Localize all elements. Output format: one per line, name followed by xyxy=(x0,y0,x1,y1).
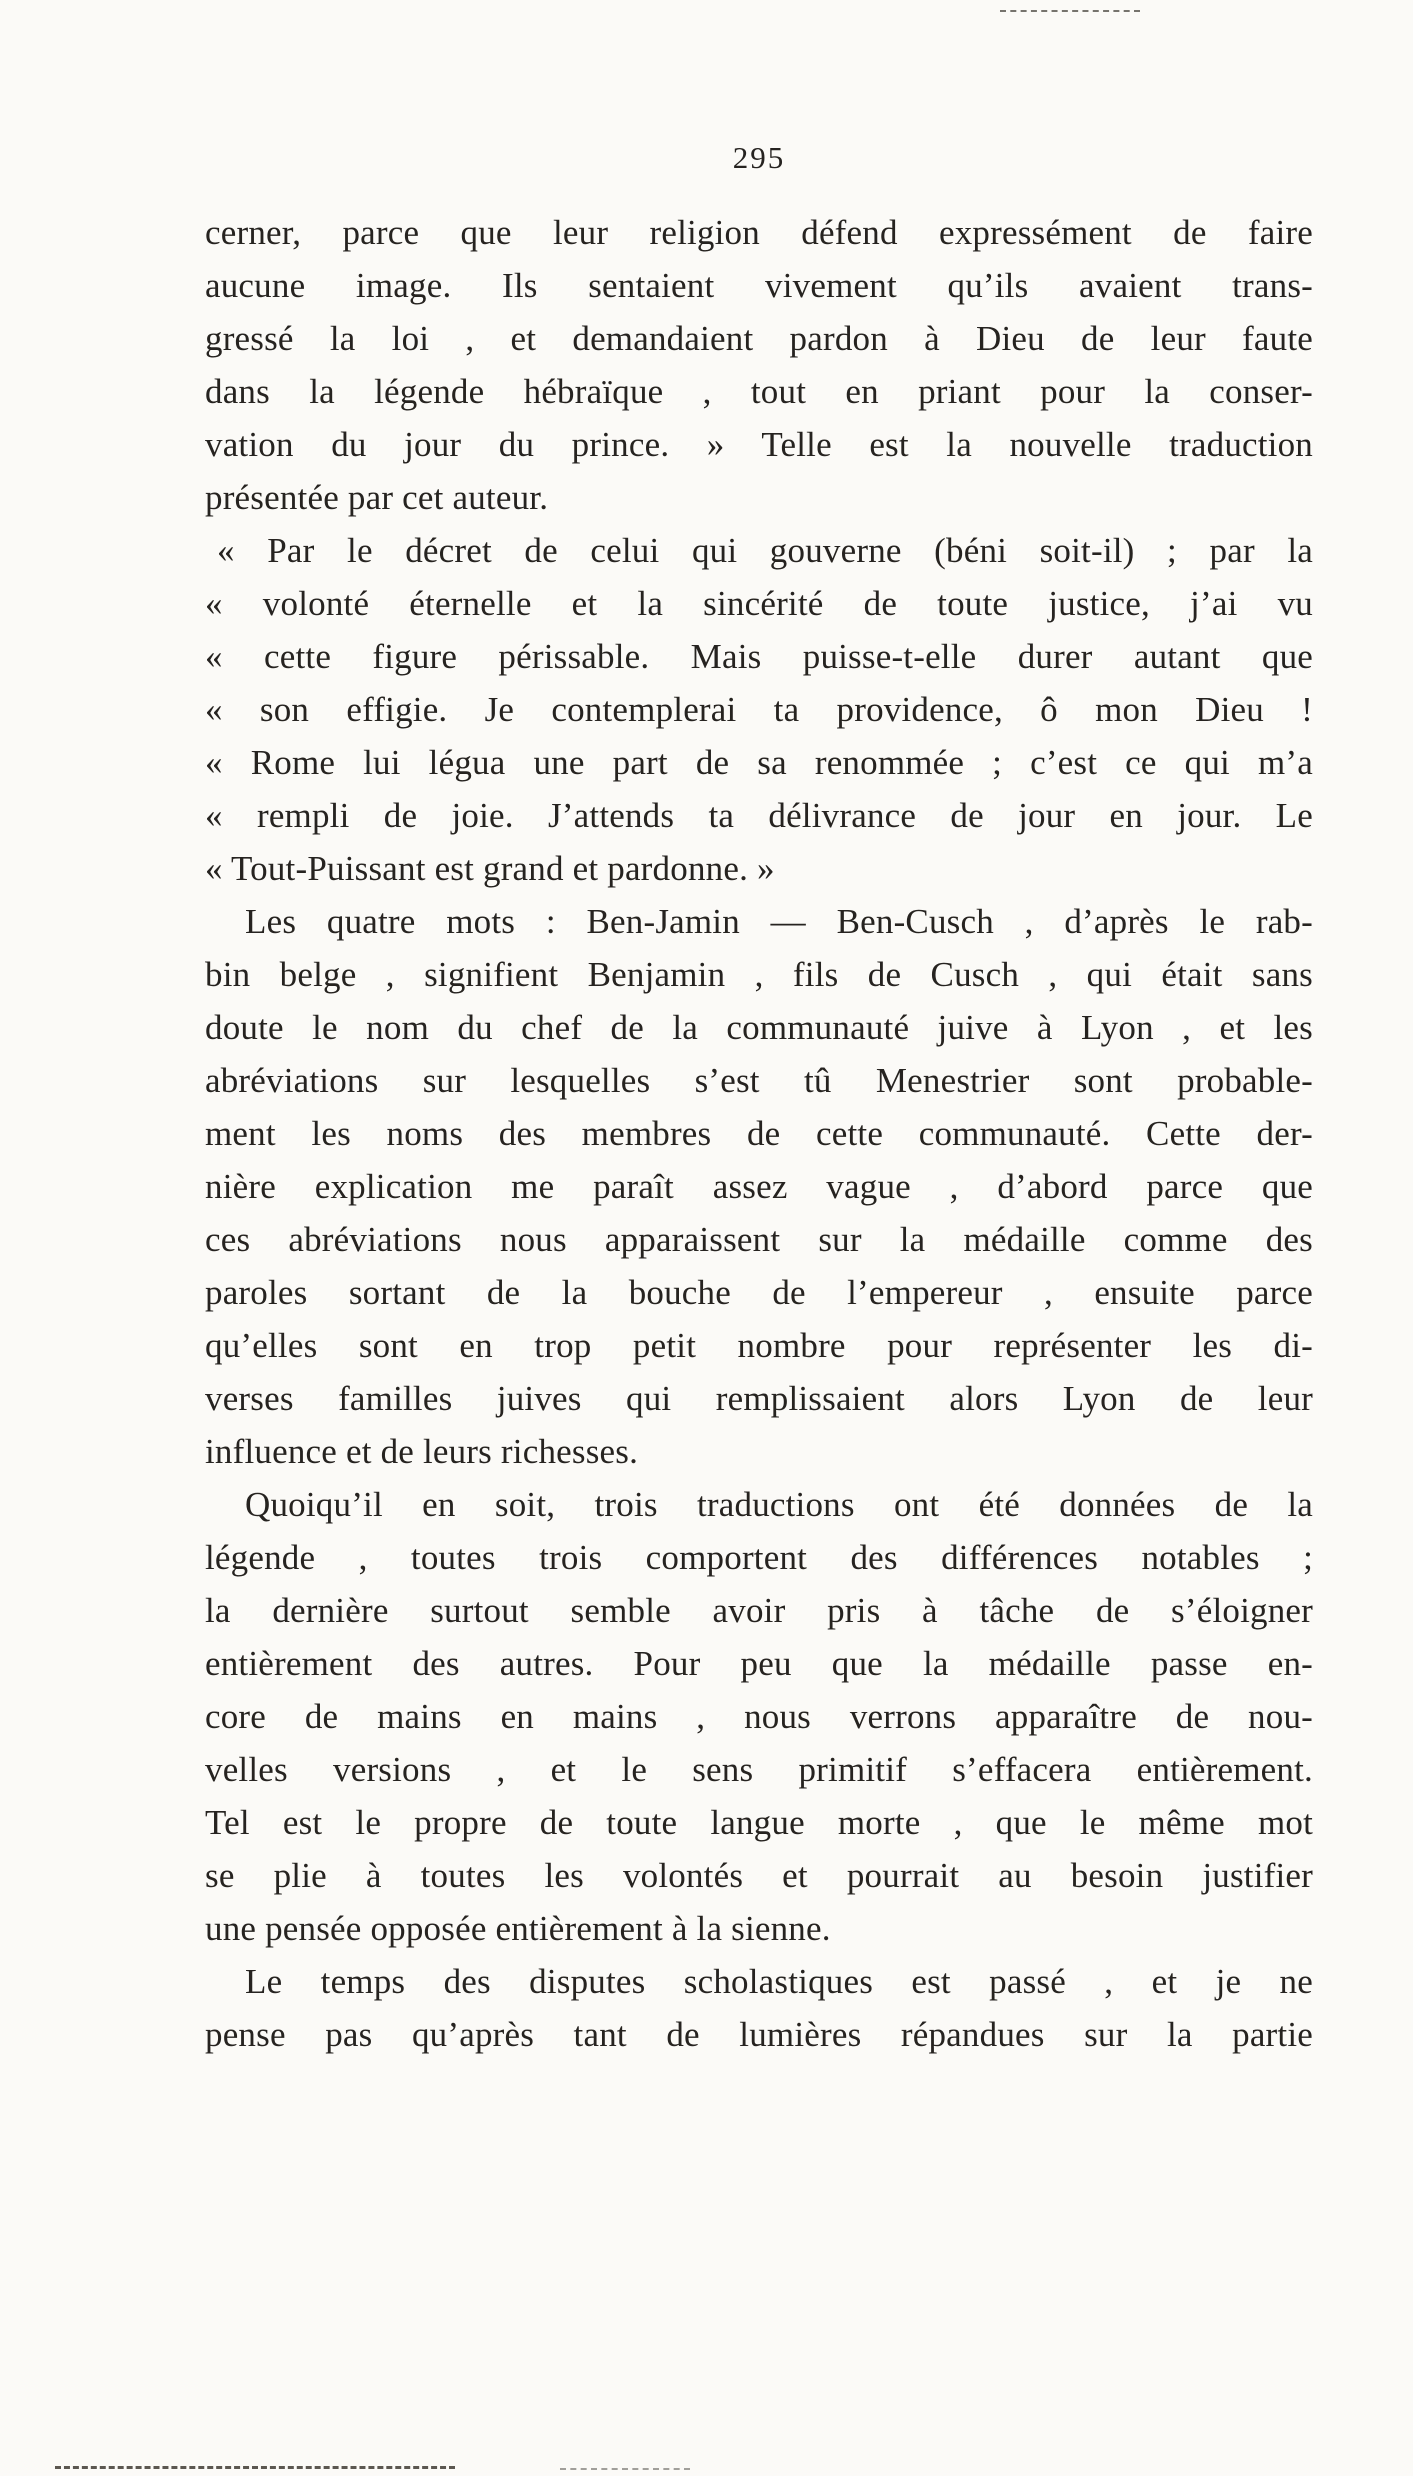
text-line: la dernière surtout semble avoir pris à tâche de s’éloigner xyxy=(205,1591,1313,1630)
text-line: « rempli de joie. J’attends ta délivrance de jour en jour. Le xyxy=(205,796,1313,835)
text-line: nière explication me paraît assez vague , d’abord parce que xyxy=(205,1167,1313,1206)
text-line: « son effigie. Je contemplerai ta providence, ô mon Dieu ! xyxy=(205,690,1313,729)
text-line: ces abréviations nous apparaissent sur la médaille comme des xyxy=(205,1220,1313,1259)
text-line: velles versions , et le sens primitif s’effacera entièrement. xyxy=(205,1750,1313,1789)
text-line: pense pas qu’après tant de lumières répandues sur la partie xyxy=(205,2015,1313,2054)
text-line: légende , toutes trois comportent des différences notables ; xyxy=(205,1538,1313,1577)
text-line: paroles sortant de la bouche de l’empereur , ensuite parce xyxy=(205,1273,1313,1312)
text-line: qu’elles sont en trop petit nombre pour représenter les di- xyxy=(205,1326,1313,1365)
paragraph xyxy=(205,524,1313,895)
text-block xyxy=(205,140,1313,2061)
print-artifact-bottom-left xyxy=(55,2466,455,2469)
print-artifact-bottom-mid xyxy=(560,2468,690,2470)
text-line: verses familles juives qui remplissaient alors Lyon de leur xyxy=(205,1379,1313,1418)
text-line: bin belge , signifient Benjamin , fils de Cusch , qui était sans xyxy=(205,955,1313,994)
text-line: Tel est le propre de toute langue morte , que le même mot xyxy=(205,1803,1313,1842)
text-line: « Par le décret de celui qui gouverne (béni soit-il) ; par la xyxy=(217,531,1313,570)
text-line: core de mains en mains , nous verrons apparaître de nou- xyxy=(205,1697,1313,1736)
text-line: Les quatre mots : Ben-Jamin — Ben-Cusch , d’après le rab- xyxy=(245,902,1313,941)
text-line: cerner, parce que leur religion défend expressément de faire xyxy=(205,213,1313,252)
text-line: « Rome lui légua une part de sa renommée ; c’est ce qui m’a xyxy=(205,743,1313,782)
text-line: Quoiqu’il en soit, trois traductions ont été données de la xyxy=(245,1485,1313,1524)
paragraph xyxy=(205,895,1313,1478)
body-text xyxy=(205,206,1313,2061)
paragraph xyxy=(205,1478,1313,1955)
paragraph xyxy=(205,206,1313,524)
text-line: influence et de leurs richesses. xyxy=(205,1432,639,1471)
print-artifact-top-right xyxy=(1000,10,1140,12)
page-number: 295 xyxy=(732,140,786,175)
text-line: « volonté éternelle et la sincérité de toute justice, j’ai vu xyxy=(205,584,1313,623)
text-line: « Tout-Puissant est grand et pardonne. » xyxy=(205,849,775,888)
text-line: se plie à toutes les volontés et pourrait au besoin justifier xyxy=(205,1856,1313,1895)
text-line: dans la légende hébraïque , tout en priant pour la conser- xyxy=(205,372,1313,411)
text-line: « cette figure périssable. Mais puisse-t-elle durer autant que xyxy=(205,637,1313,676)
text-line: Le temps des disputes scholastiques est passé , et je ne xyxy=(245,1962,1313,2001)
text-line: une pensée opposée entièrement à la sienne. xyxy=(205,1909,831,1948)
text-line: entièrement des autres. Pour peu que la médaille passe en- xyxy=(205,1644,1313,1683)
paragraph xyxy=(205,1955,1313,2061)
text-line: présentée par cet auteur. xyxy=(205,478,549,517)
text-line: abréviations sur lesquelles s’est tû Menestrier sont probable- xyxy=(205,1061,1313,1100)
text-line: aucune image. Ils sentaient vivement qu’ils avaient trans- xyxy=(205,266,1313,305)
text-line: gressé la loi , et demandaient pardon à Dieu de leur faute xyxy=(205,319,1313,358)
text-line: vation du jour du prince. » Telle est la nouvelle traduction xyxy=(205,425,1313,464)
text-line: ment les noms des membres de cette communauté. Cette der- xyxy=(205,1114,1313,1153)
text-line: doute le nom du chef de la communauté juive à Lyon , et les xyxy=(205,1008,1313,1047)
